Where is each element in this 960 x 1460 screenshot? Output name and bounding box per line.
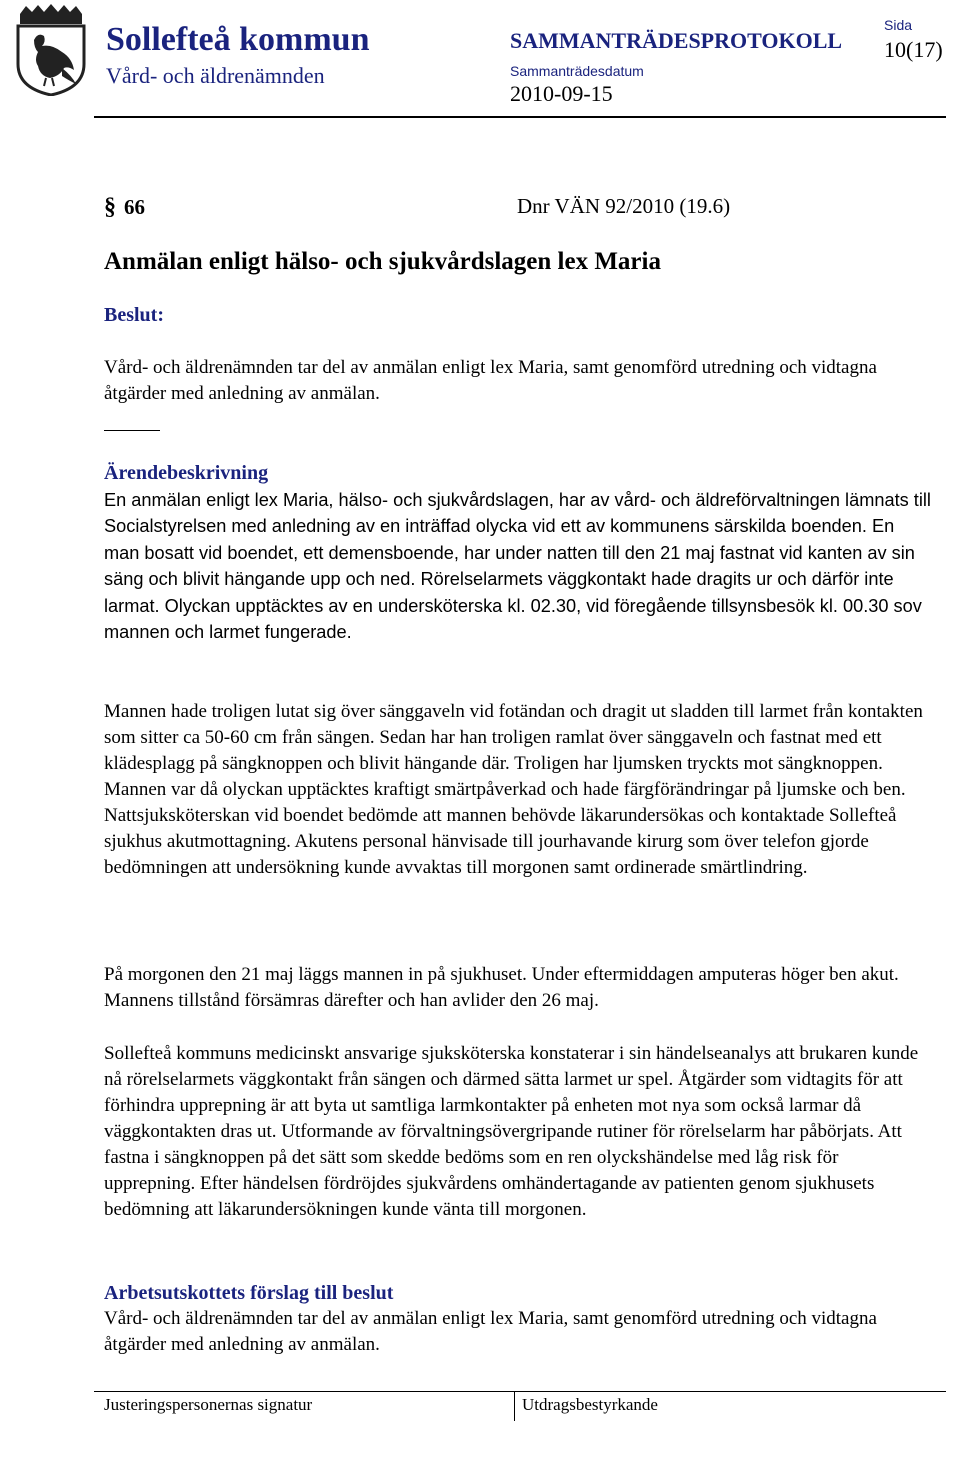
meeting-date: 2010-09-15 — [510, 81, 613, 106]
diary-number: Dnr VÄN 92/2010 (19.6) — [517, 194, 731, 218]
meeting-date-label: Sammanträdesdatum — [510, 63, 644, 79]
section-number: 66 — [124, 195, 145, 219]
decision-text: Vård- och äldrenämnden tar del av anmälan enligt lex Maria, samt genomförd utredning och vidtagna åtgärder med anledning av anmälan. — [104, 357, 877, 404]
footer-divider — [94, 1391, 946, 1392]
coat-of-arms-logo — [12, 4, 90, 96]
department-name: Vård- och äldrenämnden — [106, 63, 325, 88]
committee-proposal-text: Vård- och äldrenämnden tar del av anmälan enligt lex Maria, samt genomförd utredning och vidtagna åtgärder med anledning av anmälan. — [104, 1308, 877, 1355]
case-description-heading: Ärendebeskrivning — [104, 462, 269, 484]
page-number: 10(17) — [884, 37, 943, 62]
municipality-name: Sollefteå kommun — [106, 21, 370, 58]
decision-separator — [104, 430, 160, 431]
signature-label: Justeringspersonernas signatur — [104, 1395, 313, 1414]
case-description-text: En anmälan enligt lex Maria, hälso- och sjukvårdslagen, har av vård- och äldreförvaltningen lämnats till Socialstyrelsen med anledning av en inträffad olycka vid ett av kommunens särskilda boenden. En man bosatt vid boendet, ett demensboende, har under natten till den 21 maj fastnat vid kanten av sin säng och blivit hängande upp och ned. Rörelselarmets väggkontakt hade dragits ur och därför inte larmat. Olyckan upptäcktes av en undersköterska kl. 02.30, vid föregående tillsynsbesök kl. 00.30 sov mannen och larmet fungerade. — [104, 490, 931, 643]
footer-column-divider — [514, 1391, 515, 1421]
paragraph-4: Sollefteå kommuns medicinskt ansvarige sjuksköterska konstaterar i sin händelseanalys att brukaren kunde nå rörelselarmets väggkontakt från sängen och därmed sätta larmet ur spel. Åtgärder som vidtagits för att förhindra upprepning är att byta ut samtliga larmkontakter på enheten mot nya som också larmar då väggkontakten dras ut. Utformande av förvaltningsövergripande rutiner för rörelselarm har påbörjats. Att fastna i sängknoppen på det sätt som skedde bedöms som en ren olyckshändelse med låg risk för upprepning. Efter händelsen fördröjdes sjukvårdens omhändertagande av patienten genom sjukhusets bedömning att läkarundersökningen kunde vänta till morgonen. — [104, 1043, 919, 1220]
section-title: Anmälan enligt hälso- och sjukvårdslagen lex Maria — [104, 248, 661, 275]
paragraph-2: Mannen hade troligen lutat sig över sänggaveln vid fotändan och dragit ut sladden till larmet från kontakten som sitter ca 50-60 cm från sängen. Sedan har han troligen ramlat över sänggaveln och fastnat med ett klädesplagg på sängknoppen och blivit hängande där. Troligen har ljumsken tryckts mot sängknoppen. Mannen var då olyckan upptäcktes kraftigt smärtpåverkad och hade färgförändringar på ljumske och ben. Nattsjuksköterskan vid boendet bedömde att mannen behövde läkarundersökas och kontaktade Sollefteå sjukhus akutmottagning. Akutens personal hänvisade till jourhavande kirurg som över telefon gjorde bedömningen att undersökning kunde avvaktas till morgonen samt ordinerade smärtlindring. — [104, 701, 923, 878]
header-divider — [94, 116, 946, 118]
committee-proposal-heading: Arbetsutskottets förslag till beslut — [104, 1282, 394, 1304]
protocol-title: SAMMANTRÄDESPROTOKOLL — [510, 28, 843, 53]
paragraph-sign: § — [104, 194, 116, 220]
extract-certification-label: Utdragsbestyrkande — [522, 1395, 658, 1414]
paragraph-3: På morgonen den 21 maj läggs mannen in på sjukhuset. Under eftermiddagen amputeras höger ben akut. Mannens tillstånd försämras därefter och han avlider den 26 maj. — [104, 964, 899, 1011]
page-label: Sida — [884, 17, 913, 33]
decision-heading: Beslut: — [104, 304, 164, 326]
